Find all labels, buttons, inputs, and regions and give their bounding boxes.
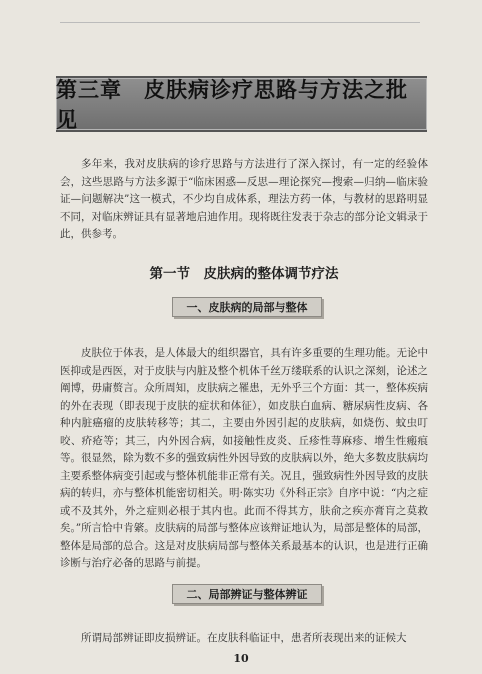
subsection-heading-2: [172, 584, 322, 604]
page-number: 10: [233, 652, 249, 665]
intro-paragraph: 多年来，我对皮肤病的诊疗思路与方法进行了深入探讨，有一定的经验体会，这些思路与方法多源于“临床困惑—反思—理论探究—搜索—归纳—临床验证—问题解决”这一模式，不少均自成体系，理法方药一体，与教材的思路明显不同，对临床辨证具有显著地启迪作用。现将既往发表于杂志的部分论文辑录于此，供参考。: [60, 158, 428, 240]
body-paragraph-2: 所谓局部辨证即皮损辨证。在皮肤科临证中，患者所表现出来的证候大: [81, 632, 407, 644]
body-paragraph-1: 皮肤位于体表，是人体最大的组织器官，具有许多重要的生理功能。无论中医抑或是西医，对于皮肤与内脏及整个机体千丝万缕联系的认识之深刻，论述之阐博，毋庸赘言。众所周知，皮肤病之罹患，无外乎三个方面：其一，整体疾病的外在表现（即表现于皮肤的症状和体征），如皮肤白血病、糖尿病性皮病、各种内脏癌瘤的皮肤转移等；其二，主要由外因引起的皮肤病，如烧伤、蚊虫叮咬、疥疮等；其三，内外因合病，如接触性皮炎、丘疹性荨麻疹、增生性瘢痕等。很显然，除为数不多的强致病性外因导致的皮肤病以外，绝大多数皮肤病均主要系整体病变引起或与整体机能非正常有关。况且，强致病性外因导致的皮肤病的转归，亦与整体机能密切相关。明·陈实功《外科正宗》自序中说：“内之症或不及其外，外之症则必根于其内也。此而不得其方，肤俞之疾亦膏肓之莫救矣。”所言恰中肯綮。皮肤病的局部与整体应该辩证地认为，局部是整体的局部，整体是局部的总合。这是对皮肤病局部与整体关系最基本的认识，也是进行正确诊断与治疗必备的思路与前提。: [60, 347, 428, 569]
section-title: 第一节 皮肤病的整体调节疗法: [149, 266, 339, 282]
running-header: [60, 6, 420, 23]
chapter-banner: [56, 76, 427, 132]
subsection-heading-1: [172, 297, 322, 317]
subsection-heading-1-label: 一、皮肤病的局部与整体: [186, 301, 308, 314]
chapter-title: 第三章 皮肤病诊疗思路与方法之批见: [56, 78, 408, 132]
subsection-heading-2-label: 二、局部辨证与整体辨证: [186, 588, 308, 601]
